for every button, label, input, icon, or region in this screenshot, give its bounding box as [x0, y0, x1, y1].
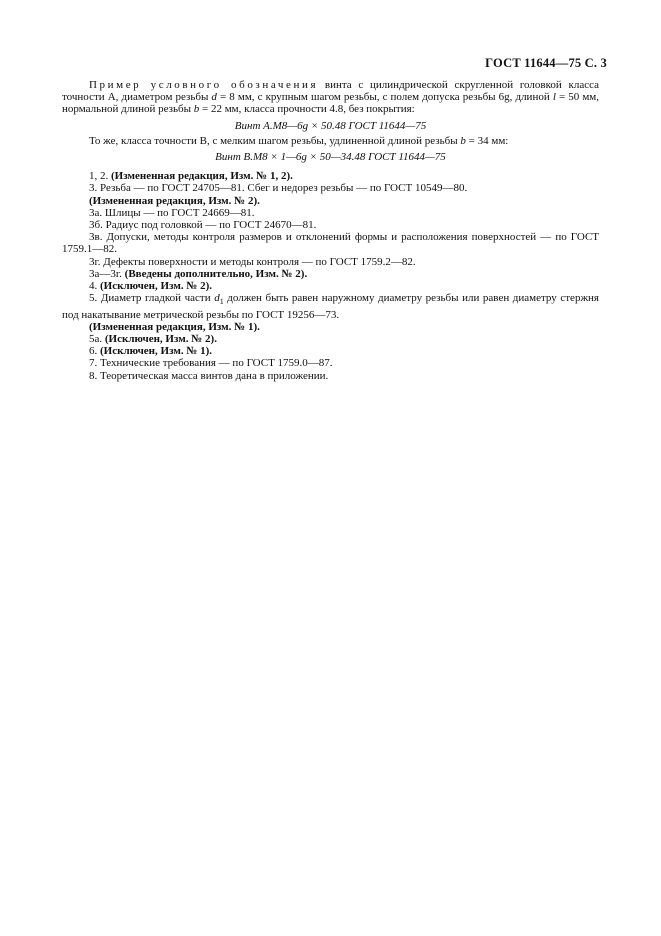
var-b: b	[193, 103, 200, 116]
item-5: 5. Диаметр гладкой части $d_1$ должен быть равен наружному диаметру резьбы или равен диаметру стержня под накатывание метрической резьбы по ГОСТ 19256—73.	[62, 292, 599, 321]
item-8: 8. Теоретическая масса винтов дана в приложении.	[89, 369, 329, 382]
item-3b: 3б. Радиус под головкой — по ГОСТ 24670—81.	[89, 219, 317, 232]
item-3a-3g: 3а—3г. (Введены дополнительно, Изм. № 2).	[89, 267, 308, 280]
var-l: l	[552, 91, 556, 104]
item-3v: 3в. Допуски, методы контроля размеров и отклонений формы и расположения поверхностей — по ГОСТ 1759.1—82.	[62, 231, 599, 256]
item-3g: 3г. Дефекты поверхности и методы контроля — по ГОСТ 1759.2—82.	[89, 255, 416, 268]
page-header: ГОСТ 11644—75 С. 3	[485, 56, 607, 70]
item-3: 3. Резьба — по ГОСТ 24705—81. Сбег и недорез резьбы — по ГОСТ 10549—80.	[89, 182, 468, 195]
item-5-note: (Измененная редакция, Изм. № 1).	[89, 320, 260, 333]
item-7: 7. Технические требования — по ГОСТ 1759.0—87.	[89, 357, 333, 370]
designation-formula-2: Винт В.М8 × 1—6g × 50—34.48 ГОСТ 11644—75	[215, 151, 446, 164]
same-class-b-paragraph: То же, класса точности В, с мелким шагом резьбы, удлиненной длиной резьбы b = 34 мм:	[89, 134, 509, 147]
var-d: d	[211, 91, 217, 104]
item-1-2: 1, 2. (Измененная редакция, Изм. № 1, 2).	[89, 170, 293, 183]
item-4: 4. (Исключен, Изм. № 2).	[89, 280, 213, 293]
item-3-note: (Измененная редакция, Изм. № 2).	[89, 194, 260, 207]
designation-example-paragraph: Пример условного обозначения винта с цилиндрической скругленной головкой класса точности А, диаметром резьбы d = 8 мм, с крупным шагом резьбы, с полем допуска резьбы 6g, длиной l = 50 мм, нормальной длиной резьбы b = 22 мм, класса прочности 4.8, без покрытия:	[62, 79, 599, 116]
document-body	[62, 79, 599, 382]
item-3a: 3а. Шлицы — по ГОСТ 24669—81.	[89, 206, 255, 219]
designation-formula-1: Винт А.М8—6g × 50.48 ГОСТ 11644—75	[234, 119, 427, 132]
item-6: 6. (Исключен, Изм. № 1).	[89, 345, 213, 358]
example-label: Пример условного обозначения	[89, 79, 319, 91]
item-5a: 5а. (Исключен, Изм. № 2).	[89, 333, 217, 346]
